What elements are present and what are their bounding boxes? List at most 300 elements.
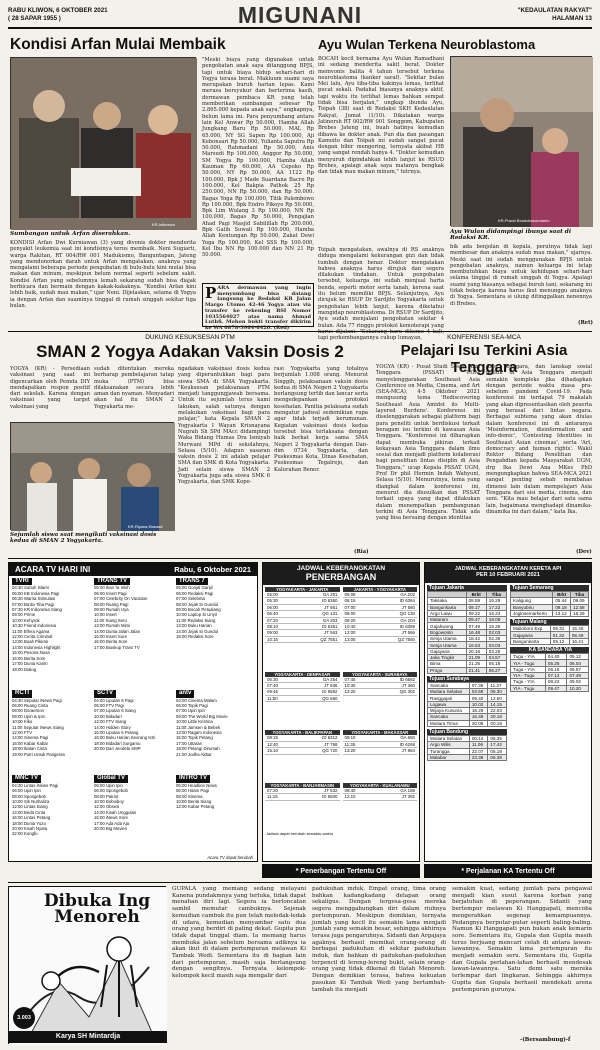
masthead-javanese-date: ( 28 SAPAR 1955 )	[8, 15, 61, 22]
train-row	[511, 654, 589, 660]
story3-headline: SMAN 2 Yogya Adakan Vaksin Dosis 2	[36, 342, 344, 361]
tv-slot: 08:00 Jejak Si Gundul	[176, 601, 219, 607]
story3-col2: sudah ditentukan mereka berharap pembelajaran tatap muka (PTM) bisa dilaksanakan secara lebih aman dan nyaman. Menyadari akan hal itu SMAN 2 Yogyakarta me-	[94, 366, 174, 410]
story3-col1: YOGYA (KR) - Persediaan vaksinasi yang saat ini digencarkan oleh Pemda DIY mendapatkan respon positif dari sekolah. Karena dengan vaksinasi yang target vaksinasi yang	[10, 366, 90, 410]
tv-slot: 06:00 Redaksi Pagi	[176, 590, 214, 596]
story2-col3: bik ada benjolan di kepala, perutnya tidak lagi membesar dan anaknya sudah mau makan," ujarnya. Meski saat ini sudah menggunakan BPJS untuk pengobatan anaknya, namun keluarga ini tetap membutuhkan biaya untuk kehidupan sehari-hari selama tinggal di rumah singgah di Yogya. Apalagi suami yang biasanya sebagai buruh tani, sekarang ini tidak bekerja karena harus ikut menunggu anaknya di Yogya. Sementara si ulung ditinggalkan nenennya di Brebes.	[450, 244, 592, 307]
train-cell: 07.36	[469, 682, 488, 688]
train-cell: 07.49	[567, 672, 589, 678]
tv-slot: 10:30 Friend Indonesia	[12, 623, 56, 629]
tv-slot: 15:00 Liputan 6 Petang	[94, 730, 139, 735]
tv-channel	[12, 690, 90, 772]
train-cell: 06.38	[488, 754, 507, 760]
flight-cell: JT 936	[324, 682, 338, 688]
tv-slot: 11:00 Redaksi Siang	[176, 617, 216, 623]
story1-notice: ARA dermawan yang ingin menyumbang bisa datang langsung ke Redaksi KR Jalan Margo Utomo 42-46 Yogya atau via transfer ke rekening BSI Nomor 1035564027 atas nama Ahmad Luthfi. Mohon bukti transfer dikirim ke WA 0878-3964-6420. (Red)	[205, 285, 311, 331]
story2-photo-credit: KR-Puwoi Bondobukurmanto	[498, 218, 550, 223]
train-cell: Tugu - YIA	[511, 666, 546, 672]
story2-closing: (Ret)	[578, 320, 593, 326]
story3-photo-image	[11, 423, 175, 531]
tv-slot: 18:00 Ikatan Cinta	[12, 746, 47, 752]
train-cell: YIA - Tugu	[511, 685, 546, 691]
tv-slot: 19:00 Putri Untuk Pangeran	[12, 751, 66, 757]
flight-cell: 11:50	[267, 695, 278, 701]
tv-slot: 06:00 Topik Pagi	[176, 702, 208, 708]
tv-channel-logo: TRANS 7	[176, 578, 208, 585]
story1-photo-image	[11, 58, 197, 230]
tv-channel-logo: SCTV	[94, 690, 116, 697]
flight-row	[343, 748, 418, 754]
train-table-malang	[510, 625, 589, 645]
flight-route-title: YOGYAKARTA - DENPASAR	[265, 672, 340, 677]
train-cell: 10.20	[567, 685, 589, 691]
flight-cell: 12:00	[344, 630, 356, 636]
train-cell: Joglosemarkerto	[511, 610, 553, 616]
train-row	[511, 672, 589, 678]
tv-slot: 18:00 Dunia Yuzu	[12, 820, 46, 826]
train-col-header: Brkt	[553, 592, 571, 598]
train-cell: 00.19	[488, 720, 507, 726]
flight-cell: ID 6312	[322, 735, 338, 741]
tv-slot: 05:00 FTV Pagi	[94, 702, 124, 708]
comic-panel	[8, 886, 166, 1044]
train-cell: 23.38	[469, 754, 488, 760]
train-row	[511, 660, 589, 666]
train-cell: 21.09	[466, 654, 486, 660]
train-row	[511, 638, 589, 644]
flight-row	[265, 696, 340, 702]
flight-cell: 06:30	[267, 676, 278, 682]
tv-slot: 12:00 FTV Siang	[94, 719, 127, 725]
train-cell: 16.29	[486, 598, 506, 604]
train-cell: 17.42	[488, 742, 507, 748]
flight-cell: GA 204	[400, 617, 415, 623]
train-cell: 06.57	[567, 666, 589, 672]
train-cell: 05.18	[488, 748, 507, 754]
comic-closing: -(Bersambung)-f	[520, 1037, 571, 1043]
comic-text-col3: semakin kuat, sedang jumlah para pengawal menjadi kian susut karena korban yang berjatuhan di peperangan. Sidanti yang bertempur melawan Ki Hanggapati, mencoba mengerahkan segenap kemampuannya. Pedangnya berputar-putar seperti baling-baling. Namun Ki Hanggapati pun bukan anak kemarin sore. Sementara itu, Gupala dan Gupita masih terus berjuang mencari celah di antara lawan-lawannya. Semakin lama pertempuran itu menjadi semakin seru. Sementara itu, Gupita dan Gupala perlahan-lahan berhasil mendesak lawan-lawannya. Satu demi satu mereka terlempar dari lingkaran. Sehingga akhirnya Gupita dan Gupala berhasil mendekati arena pertempuran gurunya.	[452, 886, 592, 993]
tv-slot: 14:00 Sinema Pagi	[12, 735, 49, 741]
tv-slot: 07:00 Liputan 6 Siang	[94, 708, 136, 714]
section-rule-1	[8, 331, 592, 332]
story3-caption: Sejumlah siswa saat mengikuti vaksinasi dosis kedua di SMAN 2 Yogyakarta.	[10, 532, 157, 544]
story4-col2: Asia Tenggara, dan lanskap sosial politik di Asia Tenggara menjadi semakin kompleks jika dihadapkan dengan periode waktu masa pra-sebelum pandemi Covid-19. Pada konferensi ini terdapat 79 makalah yang akan dipresentasikan oleh peserta yang berasal dari lintas negara. Berbagai subtema yang akan diulas dalam konferensi ini di antaranya 'Misinformation, disinformation and info-demic', 'Contesting Identities in Southeast Asian cinemas', serta 'Art, democracy and human rights'. Wakil Rektor Bidang Penelitian dan Pengabdian kepada Masyarakat UGM, drg Ika Dewi Ana MKes PhD mengungkapkan bahwa SEA-MCA 2021 sangat penting sebab membahas dimensi lain dalam mempelajari Asia Tenggara dari sisi media, cinema, dan seni. "Kita mau belajar dari satu sama lain, bagaimana menghadapi dinamika-dinamika ini dari dalam," kata Ika.	[486, 364, 592, 515]
tv-slot: 11:00 Jamsen & Bebek	[176, 724, 221, 730]
train-cell: Mutiara Timur	[428, 720, 470, 726]
flight-cell: QG 130	[399, 611, 415, 617]
train-cell: Mutiara Selatan	[428, 689, 470, 695]
train-cell: 05.25	[545, 660, 567, 666]
train-cell: 10.02	[469, 701, 488, 707]
tv-slot: 08:00 Spongebob	[12, 793, 46, 799]
train-cell: 16.48	[466, 629, 486, 635]
tv-slot: 12:00 Obsesi	[94, 804, 120, 810]
tv-slot: 16:00 Berita Sore	[12, 655, 46, 661]
tv-slot: 08:00 Ruang Pagi	[94, 601, 129, 607]
train-cell: 09.22	[466, 610, 486, 616]
tv-slot: 05:00 Upin Ipin	[94, 782, 123, 788]
train-cell: 18.53	[466, 642, 486, 648]
masthead-rule	[8, 27, 592, 29]
train-cell: 11.06	[469, 742, 488, 748]
comic-title: Dibuka Ing Menoreh	[43, 891, 151, 927]
train-row	[428, 754, 507, 760]
train-cell: Malioboro Exp	[511, 626, 551, 632]
flight-cell: GA 188	[400, 787, 415, 793]
story4-kicker: KONFERENSI SEA-MCA	[447, 334, 521, 341]
flight-cell: 06:40	[267, 611, 278, 617]
tv-slot: 09:00 Bocah Petualang	[176, 607, 221, 613]
flight-route	[265, 587, 340, 670]
tv-slot: 12:00 Lintas Siang	[12, 804, 48, 810]
flight-route	[343, 730, 418, 781]
train-row	[511, 679, 589, 685]
flight-route-title: YOGYAKARTA - JAKARTA	[265, 587, 340, 592]
tv-channel	[94, 775, 172, 852]
tv-slot: 15:00 Pesona Nusa	[12, 650, 50, 656]
story2-photo	[450, 56, 592, 226]
flight-cell: JT 566	[401, 630, 415, 636]
tv-slot: 17:00 Dunia Karim	[12, 661, 48, 667]
tv-slot: 17:00 Uttaran	[176, 740, 203, 746]
tv-slot: 10:00 Siti Nurhaliza	[12, 798, 50, 804]
train-cell: 02.03	[486, 629, 506, 635]
story1-notice-dropcap: P	[205, 284, 217, 302]
train-cell: 21.41	[466, 667, 486, 673]
section-rule-2	[8, 558, 592, 559]
train-cell: 16.29	[571, 610, 589, 616]
tv-slot: 07:00 Ba'da Tiba Pagi	[12, 601, 54, 607]
flight-route-title: YOGYAKARTA - BANJARMASIN	[265, 783, 340, 788]
flight-cell: 08:40	[344, 787, 356, 793]
flight-cell: 12:10	[344, 794, 356, 800]
tv-slot: 10:00 Insert	[94, 612, 117, 618]
tv-slot: 14:00 Jejak Si Gundul	[176, 628, 219, 634]
train-cell: 08.31	[550, 626, 569, 632]
tv-slot: 06:30 Warna Stimulasi	[12, 596, 56, 602]
flight-schedule	[262, 562, 420, 862]
train-cell: 09.12	[550, 638, 569, 644]
tv-channel-logo: RCTI	[12, 690, 32, 697]
train-cell: 05.12	[567, 654, 589, 660]
tv-slot: 10:00 Bidadari	[94, 713, 122, 719]
tv-slot: 09:00 Upin & Ipin	[12, 713, 45, 719]
train-cell: 06.27	[486, 667, 506, 673]
train-cell: 15.35	[486, 623, 506, 629]
train-cell: 05.44	[553, 598, 571, 604]
flight-cell: QG 131	[322, 611, 338, 617]
tv-slot: 13:00 Rumah Mimi	[94, 623, 131, 629]
flight-route-title: YOGYAKARTA - SURABAYA	[343, 672, 418, 677]
tv-channel-logo: antv	[176, 690, 194, 697]
story1-col2: "Meski biaya yang digunakan untuk pengobatan anak saya ditanggung BPJS, tapi untuk biaya hidup sehari-hari di Yogya terasa berat. Makluum suami saya merupakan buruh harian lepas. Kami merasa bersyukur dan berterima kasih, dermawan pembaca KR yang telah memberikan sumbangan sebesar Rp 2.865.000 kepada anak saya," ungkapnya, belum lama ini. Para penyumbang antara lain Kel Anwar Rp 50.000, Hamba Allah Jungkang Baru Rp 50.000, MAL Rp 65.000, NY SG Sapen Rp 100.000, Aji Kebonsari Rp 50.000, Yulianta Saputra Rp 50.000, Rahmadani Rp 50.000, Anis Marsudi Rp 100.000, Anggor Rp 50.000, SM Yogya Rp 100.000, Hamba Allah Kauman Rp 60.000, AA Cepoko Rp 50.000, NY Rp 50.000, AA 1122 Rp 100.000, Bpk J Made Suardana Bacro Rp 100.000, Kel Bakpia Pathok 25 Rp 250.000, NN Rp 50.000, dan Rp 50.000. Bagas Yoga Rp 100.000, Titik Palembowo Rp 100.000, Bpk Endro Pikoyo Rp 50.000, Bpk Lim Wulang 3 Rp 100.000, NN Rp 100.000, Bagas Rp 50.000, Pengajian Ahad Pagi Masjid Sabilillah Rp 200.000, Bpk Galih Suwali Rp 100.000, Hamba Allah Kentungan Rp 50.000, Zakat Dewi Yoga Rp 100.000, Kel SSS Rp 100.000, Kel Ibu NN Rp 100.000 dan NN 21 Rp 50.000.	[202, 57, 314, 259]
flight-cell: ID 6268	[399, 741, 415, 747]
story2-photo-image	[451, 57, 593, 227]
tv-guide-footer: Acara TV dapat berubah	[207, 855, 253, 860]
tv-slot: 08:00 Sinema	[176, 793, 203, 799]
tv-channel	[94, 578, 172, 687]
tv-slot: 20:00 Dari Jendela SMP	[94, 746, 141, 752]
train-cell: Argo Wilis	[428, 742, 470, 748]
tv-slot: 13:00 Ragam Indonesia	[176, 730, 222, 735]
flight-route-title: JAKARTA - YOGYAKARTA	[343, 587, 418, 592]
train-cell: 22.03	[488, 708, 507, 714]
tv-slot: 09:00 Prime	[12, 612, 36, 618]
train-cell: Sancaka	[428, 714, 470, 720]
train-footer-text: * Perjalanan KA Tertentu Off	[461, 867, 555, 875]
train-cell: Tugu - YIA	[511, 679, 546, 685]
flight-cell: 09:00	[267, 630, 278, 636]
flight-cell: JT 392	[401, 794, 415, 800]
story2-col1: BOCAH kecil bernama Ayu Wulan Ramadhani ini sedang menderita sakit berat. Dokter memvonis balita 4 tahun tersebut terkena neuroblastoma (kanker saraf). "Sekitar bulan Mei lalu, Ayu tiba-tiba kakinya lemas, terlihat pucat sekali. Padahal biasanya anaknya aktif, tapi waktu itu terlihat lemas bahkan sempat tidak bisa berjalan," ungkap ibunda Ayu, Toipah (38) saat di Redaksi SKH Kedaulatan Rakyat, Jumat (1/10). Dikatakan warga Jatinorsh RT 002/RW 001 Songgom, Kabupaten Brebes Jateng ini, buah hatinya kemudian dibawa ke dokter anak. Pun dia dan pasangan Kamoito dan Toipah ini sudah sangat pucat dengan bibir mengering, ternyata akibat HB yang sangat rendah hanya 4. "Dokter kemudian menyuruh dipindahkan lebih lanjut ke RSUD Brebes, apalagi anak saya matanya bengkak dan tidak mau makan minum," tutrnya.	[318, 56, 444, 176]
tv-slot: 06:00 Ruang Cinta	[12, 702, 48, 708]
flight-cell: 15:10	[267, 748, 278, 754]
tv-slot: 06:00 Hitam Pagi	[176, 788, 209, 794]
train-cell: 11.27	[488, 682, 507, 688]
train-cell: 07.12	[545, 672, 567, 678]
tv-slot: 17:00 Bioskop Trans TV	[94, 644, 140, 650]
train-cell: 09.18	[553, 604, 571, 610]
flight-cell: JT 360	[401, 682, 415, 688]
paper-name: MIGUNANI	[237, 2, 363, 28]
flight-cell: 08:15	[267, 735, 278, 741]
train-table-jakarta	[427, 591, 507, 674]
flight-note: Jadwal dapat berubah sewaktu-waktu	[266, 831, 333, 836]
train-cell: 03.59	[469, 689, 488, 695]
story1-col1: KONDISI Arfan Dwi Kurniawan (3) yang divonis dokter menderita penyakit leukemia saat ini kondisinya terus membaik. Neni Sugiarti, warga Rakitan, RT 004/RW 001 Madukismo, Banguntapan, Jateng yang mendonorkan darah untuk Arfan mengatakan, anaknya yang mengalami beberapa periode pengobatan di bulu-bulu kini mulai bisa makan dan minum, meskipun belum normal seperti sebelum sakit. Kondisi Arfan yang sebelumnya lemah sekarang sudah bisa diajak berbicara dan bermain dengan kakak-kakaknya. "Kondisi Arfan kini lebih baik, sudah mau makan," ujar Neni. Dijelaskan, selama di Yogya ia dengan Arfan dan suaminya tinggal di rumah singgah sekitar tiga bulan.	[10, 240, 196, 309]
train-cell: 06.04	[567, 660, 589, 666]
section-rule-3	[8, 882, 592, 883]
train-cell: Jaka Tingkir	[428, 654, 467, 660]
masthead-date: RABU KLIWON, 6 OKTOBER 2021	[8, 7, 108, 14]
tv-slot: 07:30 KR Indonesia Siang	[12, 607, 62, 613]
tv-channel	[176, 775, 254, 852]
train-cell: Turangga	[428, 748, 470, 754]
flight-header-line1: JADWAL KEBERANGKATAN	[296, 565, 386, 572]
tv-slot: 04:30 Seputar iNews Pagi	[12, 697, 62, 703]
train-schedule	[424, 562, 592, 862]
train-cell: 03.29	[486, 648, 506, 654]
train-table-semarang	[510, 591, 589, 617]
story1-headline: Kondisi Arfan Mulai Membaik	[10, 36, 226, 53]
train-cell: Progo	[428, 667, 467, 673]
flight-cell: 05:00	[267, 592, 278, 597]
flight-cell: 05:30	[267, 598, 278, 604]
tv-slot: 04:30 Subuh Islami	[12, 585, 49, 591]
train-cell: 14.15	[488, 701, 507, 707]
train-cell: Wijaya Kusuma	[428, 708, 470, 714]
tv-slot: 15:00 Redaksi Sore	[176, 634, 214, 640]
tv-channel-logo: TVRI	[12, 578, 32, 585]
tv-slot: 07:00 Upin Ipin	[176, 708, 205, 714]
flight-cell: 06:00	[267, 604, 278, 610]
tv-slot: 15:00 Insert Sore	[94, 634, 127, 640]
flight-route-title: YOGYAKARTA - KUALANAMU	[343, 783, 418, 788]
flight-header-line2: PENERBANGAN	[305, 572, 377, 582]
train-cell: 20.18	[488, 714, 507, 720]
train-tables	[425, 583, 591, 763]
story4-closing: (Dev)	[576, 549, 592, 555]
flight-cell: 13:05	[344, 636, 356, 642]
train-cell: 20.08	[469, 720, 488, 726]
train-cell: 09.17	[466, 604, 486, 610]
train-table5-title: Tujuan Malang	[510, 619, 589, 625]
train-cell: Malabar	[428, 754, 470, 760]
train-cell: Sancaka	[428, 682, 470, 688]
train-cell: Logawa	[428, 701, 470, 707]
train-cell: Tugu - YIA	[511, 654, 546, 660]
flight-cell: GA 254	[322, 676, 338, 682]
train-cell: 21.25	[466, 661, 486, 667]
train-cell: 16.24	[486, 610, 506, 616]
flight-cell: 10:30	[344, 682, 356, 688]
train-row	[511, 685, 589, 691]
train-cell: 09.09	[571, 598, 589, 604]
tv-slot: 11:00 Elfera Agama	[12, 628, 50, 634]
tv-slot: 05:00 KB Indonesia Pagi	[12, 590, 60, 596]
flight-cell: QZ 7550	[397, 636, 415, 642]
tv-slot: 05:00 Gonjal Ganjil	[176, 585, 213, 591]
train-header-line1: JADWAL KEBERANGKATAN KERETA API	[454, 566, 562, 572]
train-cell: 20.16	[466, 648, 486, 654]
tv-slot: 07:00 Selebrita	[176, 596, 205, 602]
tv-slot: 05:00 Ikan 'la Inkih	[94, 585, 130, 591]
flight-cell: ID 6500	[322, 794, 338, 800]
train-cell: 06.30	[488, 689, 507, 695]
comic-credit: Karya SH Mintardja	[9, 1031, 167, 1043]
flight-cell: 12:40	[267, 741, 278, 747]
tv-slot: 21:00 Jodha Akbar	[176, 751, 212, 757]
tv-guide-header	[9, 563, 257, 576]
flight-cell: QG 660	[322, 695, 338, 701]
ka-bandara-title: KA BANDARA YIA	[510, 647, 589, 653]
flight-cell: 05:05	[344, 592, 356, 597]
tv-slot: 14:00 Beda Cinta	[12, 809, 46, 815]
train-cell: 06.15	[545, 666, 567, 672]
flight-row	[343, 689, 418, 695]
tv-slot: 06:00 Spongebob	[94, 788, 128, 794]
flight-grid	[263, 585, 419, 831]
flight-cell: GA 201	[322, 592, 338, 597]
tv-slot: 18:00 Dialog	[12, 666, 37, 672]
train-cell: Bangunkarta	[428, 604, 467, 610]
train-row	[511, 610, 589, 616]
train-table4-title: Tujuan Semarang	[510, 585, 589, 591]
flight-cell: 10:40	[344, 624, 356, 630]
flight-row	[265, 794, 340, 800]
train-cell: 02.36	[486, 636, 506, 642]
train-cell: 09.47	[545, 685, 567, 691]
tv-channel	[12, 775, 90, 852]
train-cell: 08.49	[569, 632, 588, 638]
train-cell: Bima	[428, 661, 467, 667]
train-cell: Senja Utama	[428, 642, 467, 648]
story1-notice-box	[202, 283, 314, 331]
train-cell: 03.03	[486, 642, 506, 648]
flight-row	[343, 794, 418, 800]
train-cell: 22.07	[469, 748, 488, 754]
flight-cell: JT 884	[401, 748, 415, 754]
tv-slot: 11:00 Seputar iNews Siang	[12, 724, 64, 730]
flight-route-title: YOGYAKARTA - MAKASSAR	[343, 730, 418, 735]
flight-cell: 11:35	[344, 741, 356, 747]
story4-col1: YOGYA (KR) - Pusat Studi Sosial Asia Tenggara (PSSAT) UGM menyelenggarakan Southeast Asia Conference on Media, Cinema, and Art (SEA-MCA), 4-5 Oktober 2021 mengusung tema 'Rediscovering Southeast Asia Amidst its Multi-layered Burdens'. Konferensi ini diselenggarakan sebagai platform bagi para peneliti untuk berdiskusi terkait beragam isu terkini di kawasan Asia Tenggara. "Konferensi ini diharapkan dapat membuka pikiran terkait kekayaan Asia Tenggara dalam ilmu sosial dan menjadi platform kolaborasi bagi penelitian lintas disiplin di Asia Tenggara," ucap Kepala PSSAT UGM, Prof Dr phil Hermin Indah Wahyuni, Selasa (5/10). Menurutnya, tema yang diangkat dalam konferensi ini, menurut dia diusulkan dan PSSAT terkait upaya yang dapat dilakukan dalam menempatkan pembangunan terkini di Asia Tenggara. Tidak ada yang bisa bersaing dengan identitas	[376, 364, 480, 522]
train-cell: 12.50	[488, 695, 507, 701]
flight-route	[265, 783, 340, 827]
train-cell: Mataram	[428, 617, 467, 623]
train-cell: 07.48	[466, 623, 486, 629]
train-cell: Mutiara Selatan	[428, 735, 470, 741]
flight-cell: ID 6582	[399, 676, 415, 682]
tv-slot: 05:00 Headline News	[176, 782, 217, 788]
flight-cell: 09:10	[344, 735, 356, 741]
train-table2-title: Tujuan Surabaya	[427, 676, 507, 682]
flight-row	[343, 637, 418, 643]
tv-slot: 10:00 Boboiboy	[94, 798, 124, 804]
tv-guide-date: Rabu, 6 Oktober 2021	[174, 565, 251, 574]
tv-slot: 14:00 Indonesia Highlight	[12, 644, 61, 650]
train-cell: 18.29	[469, 708, 488, 714]
flight-row	[265, 637, 340, 643]
flight-cell: 11:15	[267, 794, 278, 800]
tv-slot: 09:00 The World Big Movie	[176, 713, 228, 719]
flight-cell: JT 560	[401, 604, 415, 610]
train-cell: 01.32	[550, 632, 569, 638]
train-cell: 15.45	[569, 626, 588, 632]
story3-photo-credit: KR-Riyana Ekawati	[128, 524, 163, 529]
tv-slot: 14:00 Dunia Jalan Jalan	[94, 628, 141, 634]
train-table-surabaya	[427, 682, 507, 727]
tv-slot: 16:00 Lintas Petang	[12, 815, 51, 821]
train-cell: 12.58	[571, 604, 589, 610]
flight-cell: 13:20	[344, 689, 356, 695]
flight-cell: ID 6592	[322, 689, 338, 695]
flight-route	[265, 730, 340, 781]
story2-col2: Toipah mengatakan, awalnya di RS anaknya diduga mengalami kekurangan gizi dan tidak tumbuh dengan benar. Dokter mengatakan bahwa anaknya harus dirujuk dan segera dilakukan tindakan. Untuk pengobatan tersebut, keluarga ini sudah menjual harta benda, seperti motor serta tanah, kerena saat itu belum memiliki BPJS. Selanjutnya, Ayu dirujuk ke RSUP Dr Sardjito Yogyakarta untuk pengobatan lebih lanjut, karena diketahui mengidap neuroblastoma. Di RSUP Dr Sardjito, Ayu sudah menjalani pengobatan sekitar 4 bulan. Ada 77 ringgu protokol kemoterapi yang harus dijalani. "Sekarang baru dikemo 4 kali, tapi perkembangannya cukup lumayan,	[318, 247, 444, 342]
tv-guide-grid	[9, 576, 257, 854]
train-cell: Banyubiru	[511, 604, 553, 610]
tv-slot: 07:00 Celebrity On Vacation	[94, 596, 148, 602]
train-table-bandara	[510, 653, 589, 692]
flight-route	[343, 672, 418, 729]
flight-cell: ID 6369	[399, 624, 415, 630]
tv-slot: 06:00 Insert Pagi	[94, 590, 127, 596]
tv-slot: 04:30 Lintas iNews Pagi	[12, 782, 59, 788]
story1-photo-credit: KR-Istimewa	[152, 222, 175, 227]
masthead-section: "KEDAULATAN RAKYAT"	[517, 7, 592, 14]
train-cell: Ranggajati	[428, 695, 470, 701]
train-col-header: Tiba	[571, 592, 589, 598]
train-table3-title: Tujuan Bandung	[427, 729, 507, 735]
tv-slot: 15:00 iNews Sore	[94, 815, 128, 821]
tv-slot: 15:00 Topik Petang	[176, 735, 213, 741]
flight-schedule-header	[263, 563, 419, 585]
flight-cell: QZ 7551	[320, 636, 338, 642]
tv-slot: 20:00 Big Movies	[94, 825, 127, 831]
tv-slot: 16:00 Berita Sore	[94, 639, 128, 645]
flight-cell: JT 532	[324, 787, 338, 793]
tv-slot: 18:00 Bidadari Surgamu	[94, 740, 141, 746]
tv-channel-logo: INTRO TV	[176, 775, 210, 782]
flight-cell: GA 202	[400, 592, 415, 597]
flight-cell: JT 768	[324, 741, 338, 747]
masthead-page: HALAMAN 13	[552, 15, 592, 22]
train-cell: 08.59	[466, 598, 486, 604]
flight-cell: GA 203	[322, 617, 338, 623]
flight-footer-bar	[262, 864, 420, 878]
tv-slot: 10:00 Kehyrok	[12, 617, 40, 623]
tv-slot: 10:00 Little Krishna	[176, 719, 213, 725]
